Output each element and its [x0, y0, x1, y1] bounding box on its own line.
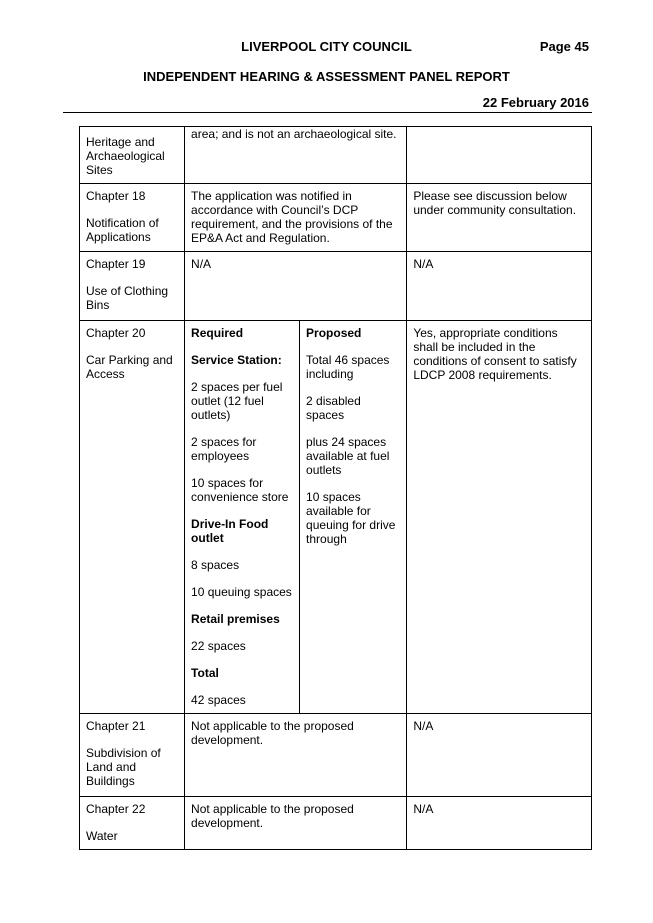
row-chapter: Chapter 21	[86, 719, 146, 733]
row-detail-cell	[185, 797, 407, 850]
row-detail-cell	[185, 252, 407, 321]
retail-spaces: 22 spaces	[191, 639, 246, 653]
required-employees: 2 spaces for employees	[191, 435, 257, 463]
row-topic: Subdivision of Land and Buildings	[86, 746, 161, 788]
total-heading: Total	[191, 666, 219, 680]
row-comment: N/A	[413, 257, 434, 271]
council-name: LIVERPOOL CITY COUNCIL	[241, 39, 412, 54]
table-row	[80, 797, 592, 850]
report-title: INDEPENDENT HEARING & ASSESSMENT PANEL REPORT	[143, 69, 510, 84]
row-detail: Not applicable to the proposed development.	[191, 802, 354, 830]
row-comment-cell	[407, 714, 592, 797]
row-chapter: Chapter 19	[86, 257, 146, 271]
row-chapter: Chapter 22	[86, 802, 146, 816]
row-detail-cell	[185, 184, 407, 252]
row-comment-cell	[407, 797, 592, 850]
table-row	[80, 321, 592, 714]
compliance-table	[79, 126, 592, 850]
row-comment-cell	[407, 321, 592, 714]
row-topic: Heritage and Archaeological Sites	[86, 135, 165, 177]
food-outlet-heading: Drive-In Food outlet	[191, 517, 269, 545]
row-topic: Water	[86, 829, 118, 843]
row-topic: Car Parking and Access	[86, 353, 173, 381]
proposed-fuel: plus 24 spaces available at fuel outlets	[306, 435, 390, 477]
table-row	[80, 714, 592, 797]
row-chapter: Chapter 18	[86, 189, 146, 203]
food-outlet-queue: 10 queuing spaces	[191, 585, 292, 599]
row-comment-cell	[407, 184, 592, 252]
required-heading: Required	[191, 326, 244, 340]
proposed-queue: 10 spaces available for queuing for drive through	[306, 490, 396, 546]
service-station-heading: Service Station:	[191, 353, 282, 367]
row-detail-cell	[185, 714, 407, 797]
total-spaces: 42 spaces	[191, 693, 246, 707]
row-topic: Notification of Applications	[86, 216, 159, 244]
table-row	[80, 252, 592, 321]
row-detail: area; and is not an archaeological site.	[191, 127, 397, 141]
row-chapter-cell	[80, 252, 185, 321]
row-comment: N/A	[413, 802, 434, 816]
header-divider	[63, 112, 592, 113]
row-chapter-cell	[80, 127, 185, 184]
row-chapter-cell	[80, 321, 185, 714]
page-number: Page 45	[539, 39, 589, 54]
row-comment: Yes, appropriate conditions shall be included in the conditions of consent to satisfy LDCP 2008 requirements.	[413, 326, 577, 382]
row-comment: Please see discussion below under community consultation.	[413, 189, 577, 217]
table-row	[80, 184, 592, 252]
retail-heading: Retail premises	[191, 612, 280, 626]
required-store: 10 spaces for convenience store	[191, 476, 289, 504]
table-row	[80, 127, 592, 184]
required-fuel: 2 spaces per fuel outlet (12 fuel outlets)	[191, 380, 283, 422]
row-comment-cell	[407, 127, 592, 184]
row-detail: The application was notified in accordance with Council’s DCP requirement, and the provisions of the EP&A Act and Regulation.	[191, 189, 393, 245]
row-chapter: Chapter 20	[86, 326, 146, 340]
row-detail: N/A	[191, 257, 212, 271]
proposed-heading: Proposed	[306, 326, 362, 340]
row-detail: Not applicable to the proposed development.	[191, 719, 354, 747]
row-chapter-cell	[80, 797, 185, 850]
proposed-disabled: 2 disabled spaces	[306, 394, 361, 422]
report-date: 22 February 2016	[482, 95, 589, 110]
proposed-parking-cell	[300, 321, 407, 714]
proposed-total: Total 46 spaces including	[306, 353, 390, 381]
row-chapter-cell	[80, 714, 185, 797]
row-comment-cell	[407, 252, 592, 321]
required-parking-cell	[185, 321, 300, 714]
row-comment: N/A	[413, 719, 434, 733]
row-topic: Use of Clothing Bins	[86, 284, 169, 312]
row-chapter-cell	[80, 184, 185, 252]
food-outlet-spaces: 8 spaces	[191, 558, 240, 572]
row-detail-cell	[185, 127, 407, 184]
